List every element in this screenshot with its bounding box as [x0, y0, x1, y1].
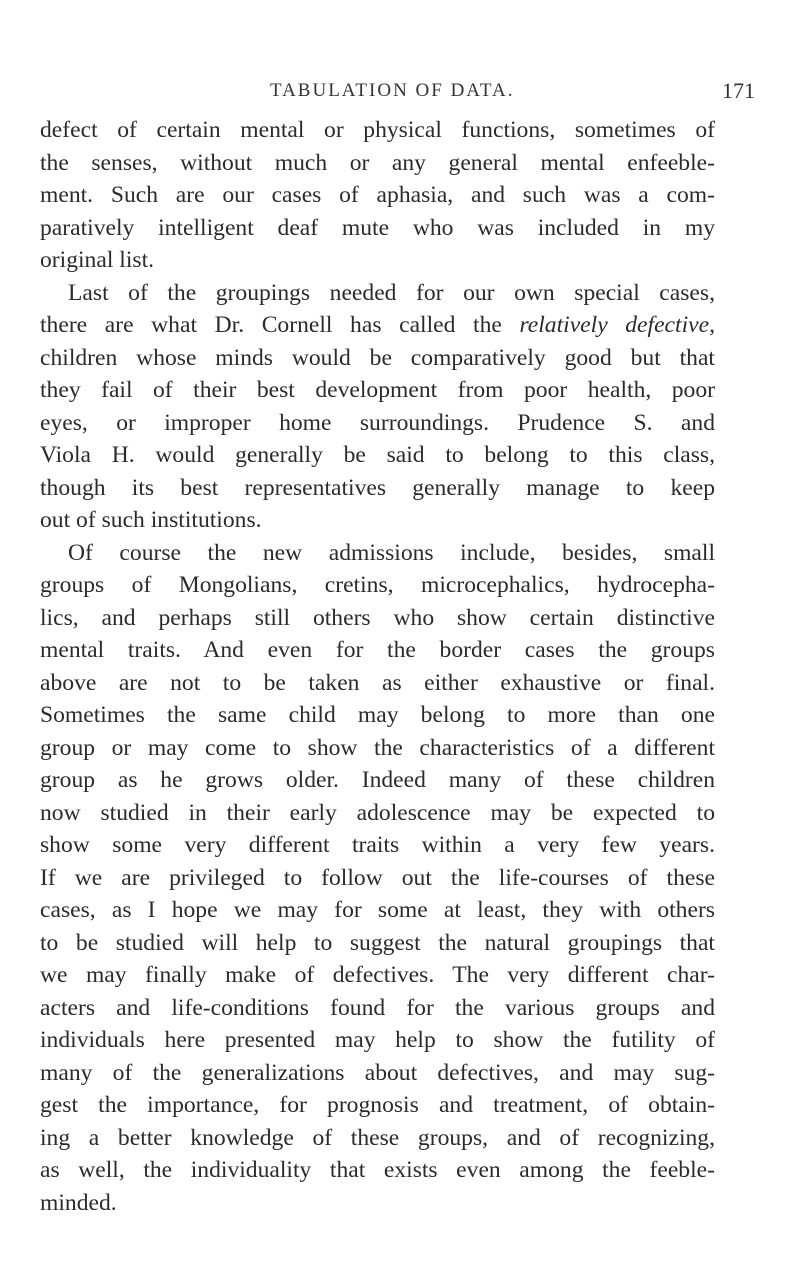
- text-line: Viola H. would generally be said to belong to this class,: [40, 442, 715, 468]
- text-line: show some very different traits within a very few years.: [40, 832, 715, 858]
- text-line: the senses, without much or any general mental enfeeble-: [40, 149, 715, 176]
- text-line: group or may come to show the characteristics of a different: [40, 734, 715, 761]
- text-line: Of course the new admissions include, besides, small: [68, 539, 715, 566]
- text-line: If we are privileged to follow out the life-courses of these: [40, 864, 715, 891]
- text-line: lics, and perhaps still others who show certain distinctive: [40, 604, 715, 631]
- text-line: above are not to be taken as either exhaustive or final.: [40, 669, 715, 696]
- text-line: eyes, or improper home surroundings. Prudence S. and: [40, 409, 715, 436]
- text-line-with-italic: [40, 309, 715, 342]
- text-line: children whose minds would be comparatively good but that: [40, 344, 715, 371]
- text-line: paratively intelligent deaf mute who was included in my: [40, 214, 715, 241]
- text-line: minded.: [40, 1189, 117, 1216]
- text-line: many of the generalizations about defectives, and may sug-: [40, 1059, 715, 1086]
- body-text: [40, 114, 715, 1219]
- text-line: we may finally make of defectives. The very different char-: [40, 962, 715, 988]
- text-line: ment. Such are our cases of aphasia, and such was a com-: [40, 182, 715, 208]
- text-line: cases, as I hope we may for some at least, they with others: [40, 897, 715, 923]
- text-line: ing a better knowledge of these groups, and of recognizing,: [40, 1124, 715, 1151]
- text-line: now studied in their early adolescence may be expected to: [40, 799, 715, 826]
- text-line: groups of Mongolians, cretins, microcephalics, hydrocepha-: [40, 572, 715, 598]
- running-title: TABULATION OF DATA.: [270, 80, 515, 101]
- italic-phrase: relatively defective,: [519, 312, 715, 338]
- text-line: original list.: [40, 247, 155, 273]
- paragraph-3: [40, 537, 715, 1220]
- text-line: they fail of their best development from poor health, poor: [40, 377, 715, 403]
- text-line: individuals here presented may help to show the futility of: [40, 1027, 715, 1053]
- page-number: 171: [722, 78, 755, 103]
- paragraph-1: [40, 114, 715, 277]
- text-line: out of such institutions.: [40, 507, 262, 533]
- text-line: Last of the groupings needed for our own special cases,: [68, 279, 715, 306]
- text-line: to be studied will help to suggest the natural groupings that: [40, 929, 715, 956]
- text-line-prefix: there are what Dr. Cornell has called the: [40, 312, 520, 338]
- text-line: gest the importance, for prognosis and treatment, of obtain-: [40, 1092, 715, 1118]
- text-line: acters and life-conditions found for the various groups and: [40, 994, 715, 1021]
- text-line: Sometimes the same child may belong to more than one: [40, 702, 715, 728]
- paragraph-2: [40, 277, 715, 537]
- text-line: as well, the individuality that exists even among the feeble-: [40, 1157, 715, 1183]
- text-line: though its best representatives generally manage to keep: [40, 474, 715, 501]
- text-line: group as he grows older. Indeed many of these children: [40, 767, 715, 793]
- text-line: mental traits. And even for the border cases the groups: [40, 637, 715, 663]
- text-line: defect of certain mental or physical functions, sometimes of: [40, 117, 715, 143]
